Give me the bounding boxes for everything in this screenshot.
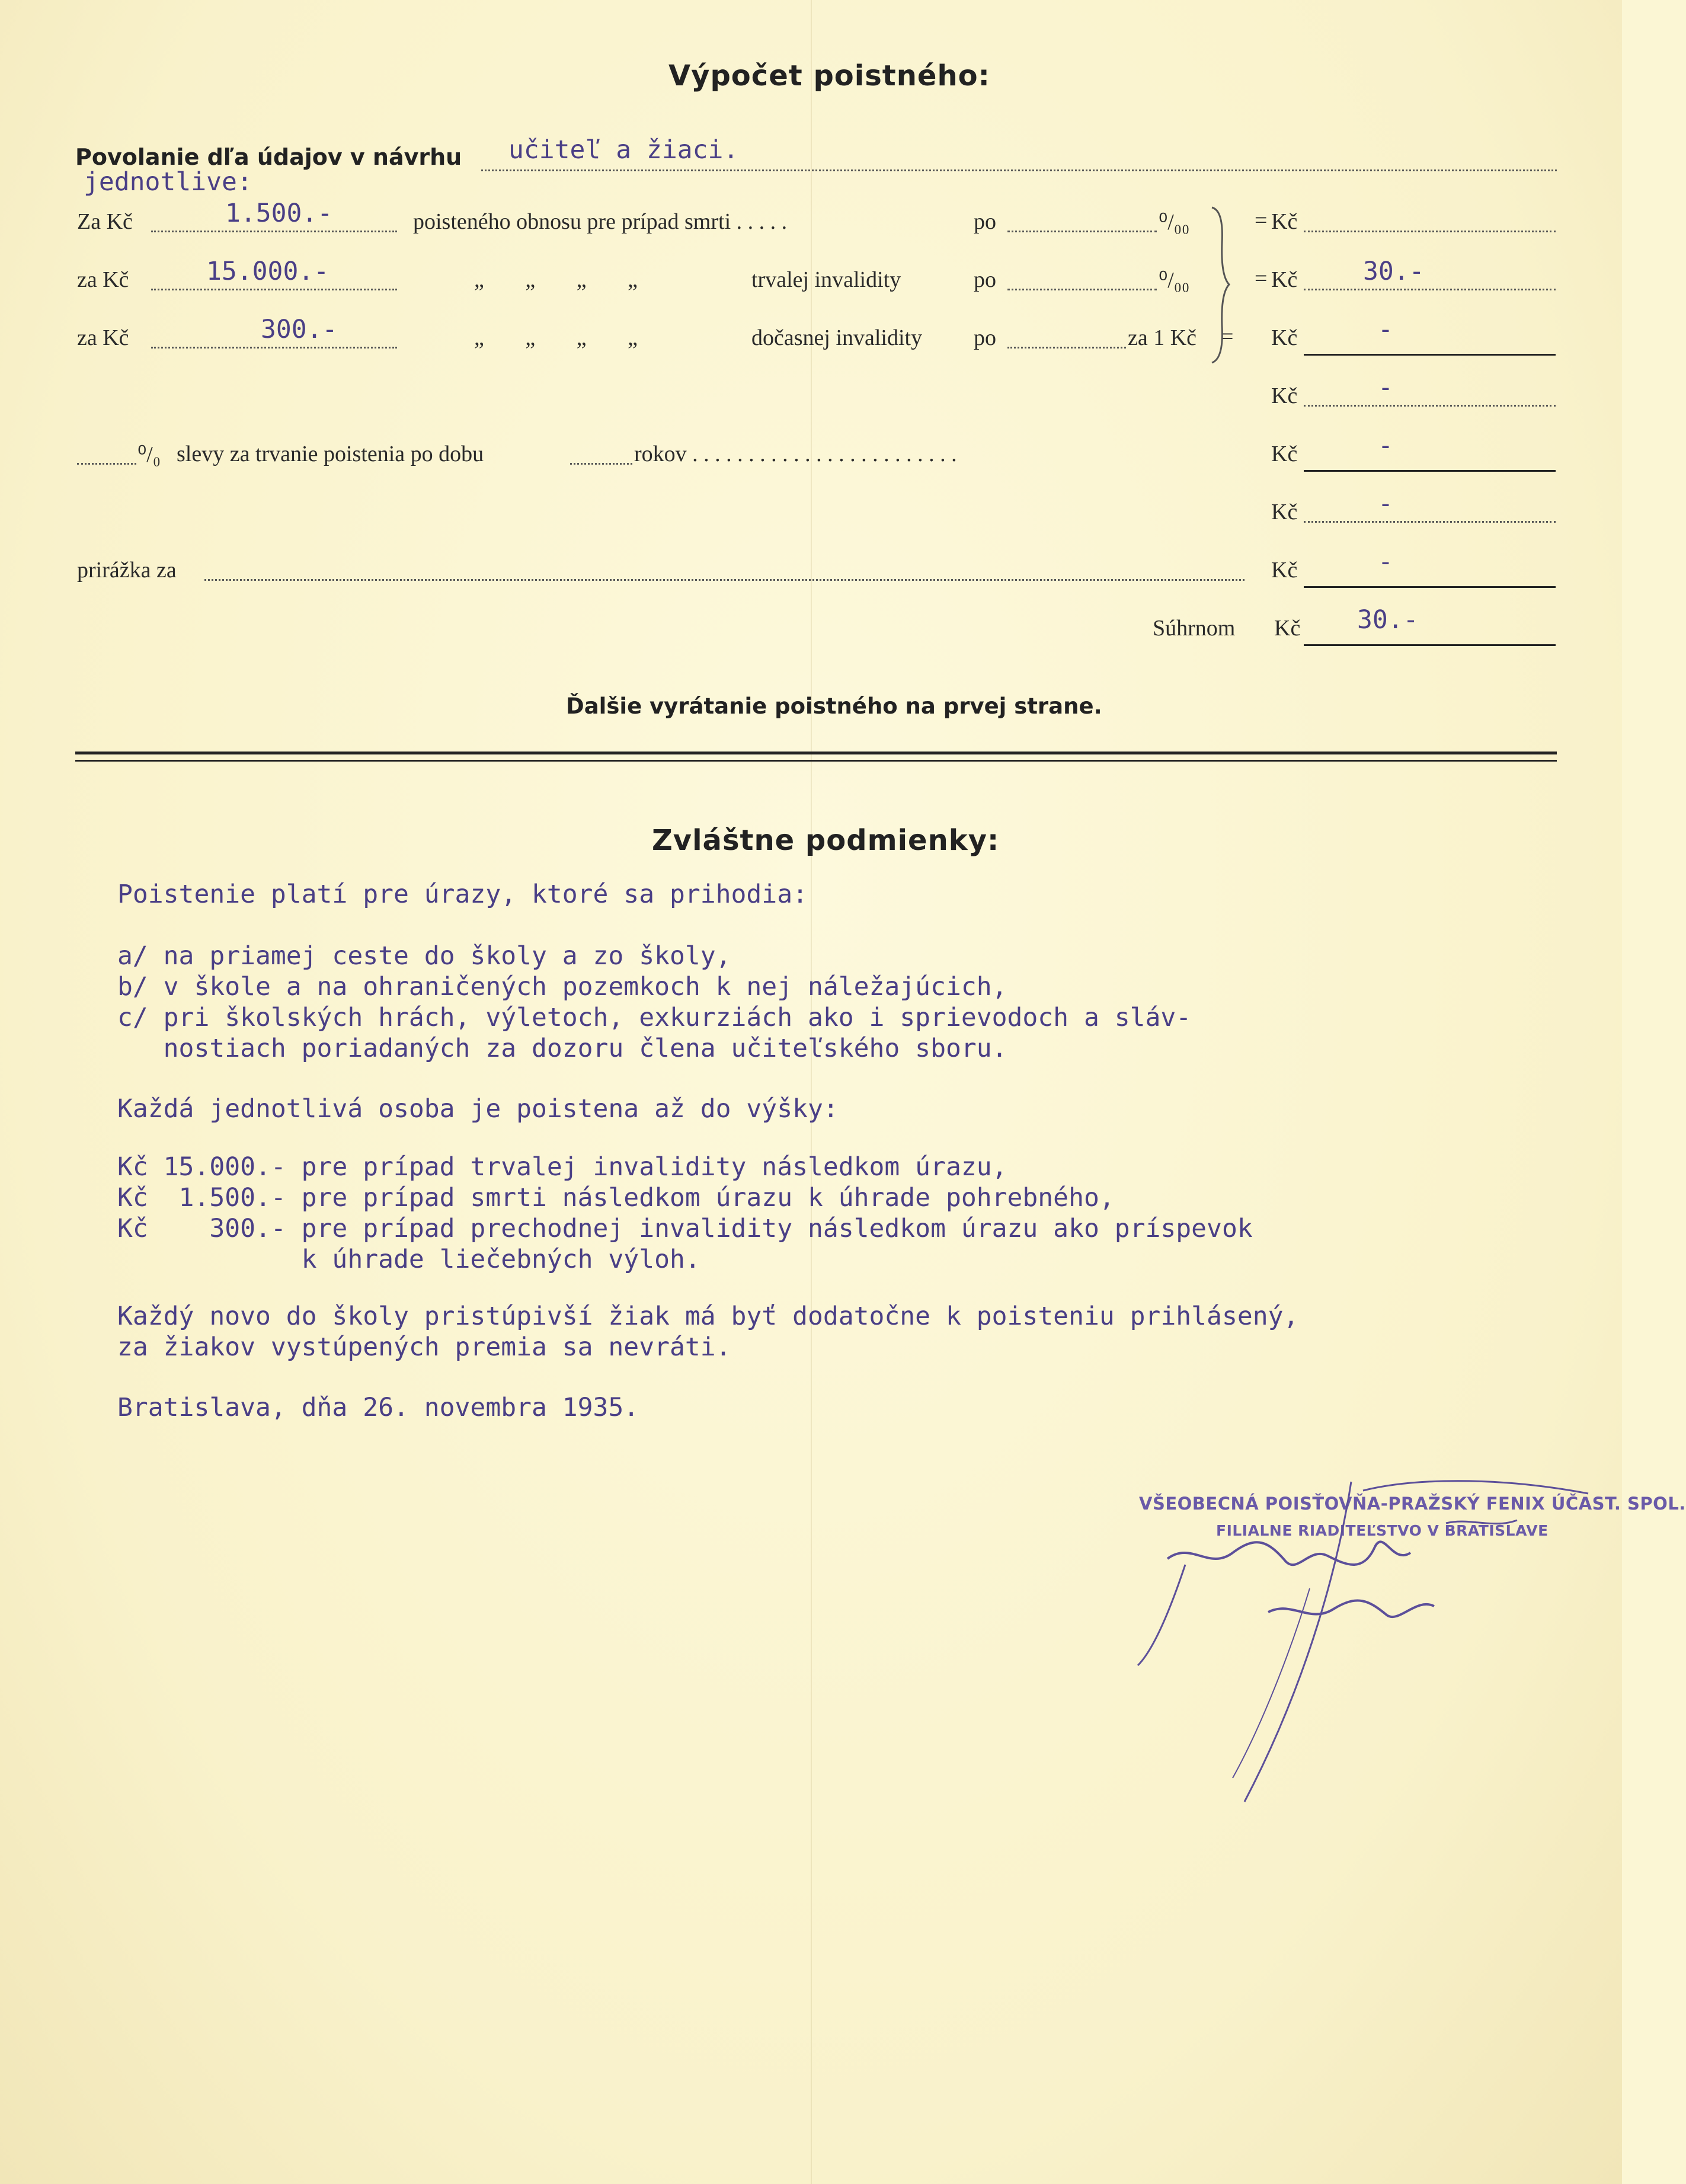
total-result-rule [1304, 644, 1556, 646]
row3-po: po [974, 325, 996, 350]
individually-note: jednotlive: [84, 167, 252, 197]
discount-result: - [1378, 431, 1393, 461]
surcharge-label: prirážka za [77, 558, 177, 583]
separator-bottom [75, 760, 1557, 762]
row1-text: poisteného obnosu pre prípad smrti . . . . . [413, 209, 788, 234]
row3-lead: za Kč [77, 325, 129, 350]
condition-c: c/ pri školských hrách, výletoch, exkurziách ako i sprievodoch a sláv- [117, 1003, 1192, 1032]
coverage-intro: Každá jednotlivá osoba je poistena až do výšky: [117, 1094, 839, 1124]
row1-kc: Kč [1271, 209, 1298, 234]
new-pupil-note: Každý novo do školy pristúpivší žiak má byť dodatočne k poisteniu prihlásený, [117, 1302, 1299, 1331]
surcharge-result: - [1378, 547, 1393, 577]
surcharge-kc: Kč [1271, 558, 1298, 583]
refund-note: za žiakov vystúpených premia sa nevráti. [117, 1332, 731, 1362]
row1-lead: Za Kč [77, 209, 133, 234]
blank2-dots [1304, 521, 1556, 523]
row2-result: 30.- [1363, 257, 1425, 286]
row2-amount-dots [151, 289, 397, 290]
row2-ditto: „ „ „ „ [474, 267, 638, 292]
total-kc: Kč [1274, 616, 1301, 641]
stamp-branch: FILIALNE RIADITEĽSTVO V BRATISLAVE [1216, 1522, 1549, 1539]
row1-amount-dots [151, 231, 397, 232]
row2-result-dots [1304, 289, 1556, 290]
grouping-brace [1209, 202, 1233, 367]
discount-kc: Kč [1271, 442, 1298, 466]
discount-result-rule [1304, 470, 1556, 472]
row3-result: - [1378, 315, 1393, 344]
row3-unit: za 1 Kč [1128, 325, 1197, 350]
discount-years-dots [570, 463, 632, 465]
row2-unit: ⁰/₀₀ [1159, 268, 1190, 293]
surcharge-dots [204, 579, 1244, 581]
row2-eq: = [1255, 266, 1268, 291]
calc-title: Výpočet poistného: [668, 59, 990, 92]
coverage-invalidity: Kč 15.000.- pre prípad trvalej invalidity následkom úrazu, [117, 1152, 1007, 1182]
surcharge-result-rule [1304, 586, 1556, 588]
row3-text: dočasnej invalidity [751, 325, 923, 350]
total-result: 30.- [1357, 605, 1419, 635]
row3-kc: Kč [1271, 325, 1298, 350]
discount-text: slevy za trvanie poistenia po dobu [177, 442, 484, 466]
place-date: Bratislava, dňa 26. novembra 1935. [117, 1393, 639, 1422]
row3-ditto: „ „ „ „ [474, 325, 638, 350]
blank2-kc: Kč [1271, 500, 1298, 525]
row2-amount: 15.000.- [206, 257, 329, 286]
row2-text: trvalej invalidity [751, 267, 901, 292]
coverage-death: Kč 1.500.- pre prípad smrti následkom úrazu k úhrade pohrebného, [117, 1183, 1115, 1213]
row1-result-dots [1304, 231, 1556, 232]
coverage-temporary: Kč 300.- pre prípad prechodnej invalidity následkom úrazu ako príspevok [117, 1214, 1253, 1243]
further-note: Ďalšie vyrátanie poistného na prvej strane. [566, 693, 1102, 719]
row2-lead: za Kč [77, 267, 129, 292]
occupation-value: učiteľ a žiaci. [508, 135, 739, 165]
row2-rate-dots [1007, 289, 1157, 290]
row3-amount-dots [151, 347, 397, 348]
row1-rate-dots [1007, 231, 1157, 232]
row3-amount: 300.- [261, 315, 338, 344]
blank1-result: - [1378, 373, 1393, 402]
blank1-kc: Kč [1271, 383, 1298, 408]
condition-a: a/ na priamej ceste do školy a zo školy, [117, 941, 731, 971]
total-label: Súhrnom [1153, 616, 1236, 641]
row1-amount: 1.500.- [225, 199, 333, 228]
row1-eq: = [1255, 208, 1268, 233]
stamp-company: VŠEOBECNÁ POISŤOVŇA-PRAŽSKÝ FENIX ÚČAST. SPOL. [1139, 1494, 1686, 1514]
row2-kc: Kč [1271, 267, 1298, 292]
discount-years: rokov . . . . . . . . . . . . . . . . . . . . . . . . [634, 442, 957, 466]
condition-intro: Poistenie platí pre úrazy, ktoré sa prihodia: [117, 880, 808, 909]
conditions-title: Zvláštne podmienky: [652, 824, 1000, 857]
separator-top [75, 752, 1557, 754]
condition-c-cont: nostiach poriadaných za dozoru člena učiteľského sboru. [117, 1034, 1007, 1063]
occupation-dots [481, 170, 1557, 171]
condition-b: b/ v škole a na ohraničených pozemkoch k nej náležajúcich, [117, 972, 1007, 1002]
row3-rate-dots [1007, 347, 1126, 348]
blank1-dots [1304, 405, 1556, 407]
signature [1114, 1470, 1622, 1825]
row2-po: po [974, 267, 996, 292]
occupation-label: Povolanie dľa údajov v návrhu [75, 144, 462, 170]
blank2-result: - [1378, 489, 1393, 519]
row3-result-rule [1304, 354, 1556, 356]
row1-unit: ⁰/₀₀ [1159, 210, 1190, 235]
discount-pct: ⁰/₀ [137, 442, 161, 467]
discount-pct-dots [77, 463, 136, 465]
row1-po: po [974, 209, 996, 234]
row3-eq: = [1221, 324, 1234, 349]
coverage-temporary-cont: k úhrade liečebných výloh. [117, 1245, 700, 1274]
